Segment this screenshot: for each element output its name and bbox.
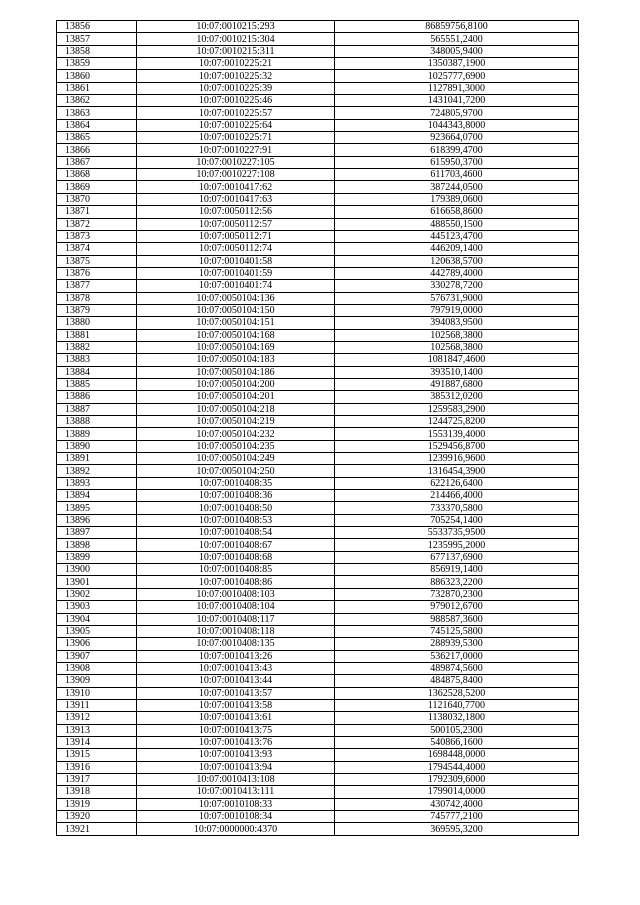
row-number-cell: 13892 [57, 465, 137, 477]
table-row [57, 45, 579, 57]
cadastral-number-cell: 10:07:0010408:54 [137, 527, 335, 539]
cadastral-number-cell: 10:07:0010417:63 [137, 193, 335, 205]
table-row [57, 440, 579, 452]
value-cell: 565551,2400 [335, 33, 579, 45]
table-row [57, 21, 579, 33]
value-cell: 536217,0000 [335, 650, 579, 662]
table-row [57, 724, 579, 736]
table-row [57, 490, 579, 502]
cadastral-number-cell: 10:07:0010413:44 [137, 675, 335, 687]
row-number-cell: 13909 [57, 675, 137, 687]
cadastral-number-cell: 10:07:0050112:74 [137, 243, 335, 255]
row-number-cell: 13867 [57, 156, 137, 168]
cadastral-number-cell: 10:07:0050112:56 [137, 206, 335, 218]
value-cell: 1025777,6900 [335, 70, 579, 82]
value-cell: 797919,0000 [335, 304, 579, 316]
cadastral-number-cell: 10:07:0010408:53 [137, 514, 335, 526]
table-row [57, 712, 579, 724]
cadastral-number-cell: 10:07:0010401:58 [137, 255, 335, 267]
table-row [57, 255, 579, 267]
cadastral-number-cell: 10:07:0050104:249 [137, 453, 335, 465]
table-row [57, 613, 579, 625]
cadastral-number-cell: 10:07:0010227:91 [137, 144, 335, 156]
value-cell: 540866,1600 [335, 736, 579, 748]
row-number-cell: 13871 [57, 206, 137, 218]
row-number-cell: 13889 [57, 428, 137, 440]
value-cell: 745125,5800 [335, 625, 579, 637]
table-row [57, 477, 579, 489]
value-cell: 1799014,0000 [335, 786, 579, 798]
row-number-cell: 13857 [57, 33, 137, 45]
cadastral-number-cell: 10:07:0010413:108 [137, 773, 335, 785]
table-row [57, 119, 579, 131]
row-number-cell: 13899 [57, 551, 137, 563]
cadastral-number-cell: 10:07:0010413:61 [137, 712, 335, 724]
row-number-cell: 13882 [57, 341, 137, 353]
table-row [57, 588, 579, 600]
cadastral-number-cell: 10:07:0010408:50 [137, 502, 335, 514]
value-cell: 1259583,2900 [335, 403, 579, 415]
cadastral-number-cell: 10:07:0010408:86 [137, 576, 335, 588]
row-number-cell: 13908 [57, 662, 137, 674]
cadastral-number-cell: 10:07:0010413:94 [137, 761, 335, 773]
value-cell: 214466,4000 [335, 490, 579, 502]
cadastral-number-cell: 10:07:0050104:183 [137, 354, 335, 366]
cadastral-number-cell: 10:07:0010401:59 [137, 267, 335, 279]
row-number-cell: 13873 [57, 230, 137, 242]
table-row [57, 181, 579, 193]
cadastral-number-cell: 10:07:0010413:111 [137, 786, 335, 798]
table-row [57, 761, 579, 773]
table-row [57, 354, 579, 366]
cadastral-number-cell: 10:07:0010413:93 [137, 749, 335, 761]
table-row [57, 527, 579, 539]
row-number-cell: 13861 [57, 82, 137, 94]
cadastral-number-cell: 10:07:0010215:304 [137, 33, 335, 45]
value-cell: 330278,7200 [335, 280, 579, 292]
row-number-cell: 13888 [57, 416, 137, 428]
value-cell: 576731,9000 [335, 292, 579, 304]
cadastral-number-cell: 10:07:0010408:85 [137, 564, 335, 576]
value-cell: 856919,1400 [335, 564, 579, 576]
value-cell: 369595,3200 [335, 823, 579, 835]
value-cell: 5533735,9500 [335, 527, 579, 539]
cadastral-number-cell: 10:07:0050104:201 [137, 391, 335, 403]
row-number-cell: 13881 [57, 329, 137, 341]
value-cell: 393510,1400 [335, 366, 579, 378]
row-number-cell: 13859 [57, 58, 137, 70]
cadastral-number-cell: 10:07:0010225:46 [137, 95, 335, 107]
value-cell: 442789,4000 [335, 267, 579, 279]
table-row [57, 773, 579, 785]
row-number-cell: 13895 [57, 502, 137, 514]
cadastral-number-cell: 10:07:0050104:136 [137, 292, 335, 304]
table-row [57, 539, 579, 551]
table-row [57, 144, 579, 156]
table-row [57, 416, 579, 428]
value-cell: 1350387,1900 [335, 58, 579, 70]
value-cell: 1244725,8200 [335, 416, 579, 428]
cadastral-number-cell: 10:07:0010413:76 [137, 736, 335, 748]
table-row [57, 428, 579, 440]
row-number-cell: 13921 [57, 823, 137, 835]
cadastral-number-cell: 10:07:0010401:74 [137, 280, 335, 292]
cadastral-number-cell: 10:07:0010413:57 [137, 687, 335, 699]
table-row [57, 169, 579, 181]
row-number-cell: 13919 [57, 798, 137, 810]
cadastral-number-cell: 10:07:0010225:71 [137, 132, 335, 144]
value-cell: 979012,6700 [335, 601, 579, 613]
row-number-cell: 13906 [57, 638, 137, 650]
table-row [57, 502, 579, 514]
table-row [57, 786, 579, 798]
row-number-cell: 13880 [57, 317, 137, 329]
table-row [57, 403, 579, 415]
value-cell: 385312,0200 [335, 391, 579, 403]
value-cell: 1362528,5200 [335, 687, 579, 699]
row-number-cell: 13917 [57, 773, 137, 785]
cadastral-number-cell: 10:07:0010227:108 [137, 169, 335, 181]
table-row [57, 675, 579, 687]
value-cell: 615950,3700 [335, 156, 579, 168]
row-number-cell: 13862 [57, 95, 137, 107]
table-row [57, 514, 579, 526]
value-cell: 733370,5800 [335, 502, 579, 514]
table-row [57, 366, 579, 378]
cadastral-number-cell: 10:07:0050104:169 [137, 341, 335, 353]
row-number-cell: 13866 [57, 144, 137, 156]
value-cell: 430742,4000 [335, 798, 579, 810]
value-cell: 724805,9700 [335, 107, 579, 119]
cadastral-number-cell: 10:07:0010225:21 [137, 58, 335, 70]
value-cell: 923664,0700 [335, 132, 579, 144]
cadastral-number-cell: 10:07:0010408:103 [137, 588, 335, 600]
cadastral-number-cell: 10:07:0050112:71 [137, 230, 335, 242]
row-number-cell: 13863 [57, 107, 137, 119]
row-number-cell: 13884 [57, 366, 137, 378]
value-cell: 705254,1400 [335, 514, 579, 526]
table-row [57, 292, 579, 304]
cadastral-number-cell: 10:07:0010108:33 [137, 798, 335, 810]
row-number-cell: 13913 [57, 724, 137, 736]
value-cell: 1316454,3900 [335, 465, 579, 477]
table-row [57, 798, 579, 810]
cadastral-number-cell: 10:07:0010408:104 [137, 601, 335, 613]
cadastral-number-cell: 10:07:0050104:168 [137, 329, 335, 341]
value-cell: 86859756,8100 [335, 21, 579, 33]
row-number-cell: 13893 [57, 477, 137, 489]
row-number-cell: 13907 [57, 650, 137, 662]
cadastral-number-cell: 10:07:0010215:293 [137, 21, 335, 33]
value-cell: 1529456,8700 [335, 440, 579, 452]
table-row [57, 576, 579, 588]
cadastral-number-cell: 10:07:0010215:311 [137, 45, 335, 57]
cadastral-number-cell: 10:07:0010408:135 [137, 638, 335, 650]
table-row [57, 699, 579, 711]
value-cell: 446209,1400 [335, 243, 579, 255]
row-number-cell: 13864 [57, 119, 137, 131]
cadastral-number-cell: 10:07:0010408:68 [137, 551, 335, 563]
cadastral-number-cell: 10:07:0010413:75 [137, 724, 335, 736]
row-number-cell: 13886 [57, 391, 137, 403]
value-cell: 288939,5300 [335, 638, 579, 650]
row-number-cell: 13905 [57, 625, 137, 637]
table-row [57, 70, 579, 82]
value-cell: 489874,5600 [335, 662, 579, 674]
cadastral-number-cell: 10:07:0050104:235 [137, 440, 335, 452]
cadastral-number-cell: 10:07:0010408:118 [137, 625, 335, 637]
value-cell: 1235995,2000 [335, 539, 579, 551]
row-number-cell: 13875 [57, 255, 137, 267]
row-number-cell: 13901 [57, 576, 137, 588]
value-cell: 622126,6400 [335, 477, 579, 489]
value-cell: 1794544,4000 [335, 761, 579, 773]
cadastral-number-cell: 10:07:0050112:57 [137, 218, 335, 230]
row-number-cell: 13894 [57, 490, 137, 502]
value-cell: 1431041,7200 [335, 95, 579, 107]
value-cell: 618399,4700 [335, 144, 579, 156]
cadastral-number-cell: 10:07:0010408:117 [137, 613, 335, 625]
value-cell: 1239916,9600 [335, 453, 579, 465]
row-number-cell: 13896 [57, 514, 137, 526]
value-cell: 732870,2300 [335, 588, 579, 600]
value-cell: 179389,0600 [335, 193, 579, 205]
table-row [57, 453, 579, 465]
row-number-cell: 13904 [57, 613, 137, 625]
row-number-cell: 13883 [57, 354, 137, 366]
table-row [57, 378, 579, 390]
table-row [57, 304, 579, 316]
row-number-cell: 13900 [57, 564, 137, 576]
value-cell: 102568,3800 [335, 329, 579, 341]
row-number-cell: 13874 [57, 243, 137, 255]
document-page [56, 20, 578, 836]
row-number-cell: 13902 [57, 588, 137, 600]
cadastral-number-cell: 10:07:0050104:219 [137, 416, 335, 428]
value-cell: 445123,4700 [335, 230, 579, 242]
cadastral-number-cell: 10:07:0010413:43 [137, 662, 335, 674]
table-row [57, 107, 579, 119]
table-row [57, 206, 579, 218]
value-cell: 1553139,4000 [335, 428, 579, 440]
value-cell: 491887,6800 [335, 378, 579, 390]
cadastral-number-cell: 10:07:0010108:34 [137, 811, 335, 823]
table-row [57, 33, 579, 45]
cadastral-number-cell: 10:07:0010413:26 [137, 650, 335, 662]
row-number-cell: 13898 [57, 539, 137, 551]
cadastral-number-cell: 10:07:0010408:36 [137, 490, 335, 502]
table-row [57, 95, 579, 107]
table-row [57, 82, 579, 94]
value-cell: 394083,9500 [335, 317, 579, 329]
cadastral-number-cell: 10:07:0010417:62 [137, 181, 335, 193]
row-number-cell: 13887 [57, 403, 137, 415]
row-number-cell: 13860 [57, 70, 137, 82]
value-cell: 611703,4600 [335, 169, 579, 181]
value-cell: 1138032,1800 [335, 712, 579, 724]
table-row [57, 280, 579, 292]
table-row [57, 230, 579, 242]
row-number-cell: 13885 [57, 378, 137, 390]
table-row [57, 156, 579, 168]
row-number-cell: 13876 [57, 267, 137, 279]
cadastral-value-table [56, 20, 579, 836]
value-cell: 988587,3600 [335, 613, 579, 625]
value-cell: 616658,8600 [335, 206, 579, 218]
value-cell: 677137,6900 [335, 551, 579, 563]
cadastral-number-cell: 10:07:0010225:32 [137, 70, 335, 82]
table-row [57, 243, 579, 255]
table-row [57, 218, 579, 230]
value-cell: 484875,8400 [335, 675, 579, 687]
row-number-cell: 13918 [57, 786, 137, 798]
table-row [57, 193, 579, 205]
row-number-cell: 13910 [57, 687, 137, 699]
row-number-cell: 13903 [57, 601, 137, 613]
row-number-cell: 13920 [57, 811, 137, 823]
row-number-cell: 13865 [57, 132, 137, 144]
table-row [57, 391, 579, 403]
table-row [57, 564, 579, 576]
value-cell: 120638,5700 [335, 255, 579, 267]
table-row [57, 687, 579, 699]
table-row [57, 638, 579, 650]
row-number-cell: 13877 [57, 280, 137, 292]
cadastral-number-cell: 10:07:0010225:57 [137, 107, 335, 119]
cadastral-number-cell: 10:07:0010408:35 [137, 477, 335, 489]
cadastral-number-cell: 10:07:0010225:64 [137, 119, 335, 131]
value-cell: 1081847,4600 [335, 354, 579, 366]
cadastral-number-cell: 10:07:0050104:232 [137, 428, 335, 440]
row-number-cell: 13914 [57, 736, 137, 748]
row-number-cell: 13879 [57, 304, 137, 316]
value-cell: 387244,0500 [335, 181, 579, 193]
table-row [57, 267, 579, 279]
value-cell: 745777,2100 [335, 811, 579, 823]
cadastral-number-cell: 10:07:0050104:150 [137, 304, 335, 316]
value-cell: 886323,2200 [335, 576, 579, 588]
row-number-cell: 13868 [57, 169, 137, 181]
table-row [57, 823, 579, 835]
value-cell: 1127891,3000 [335, 82, 579, 94]
value-cell: 1698448,0000 [335, 749, 579, 761]
cadastral-number-cell: 10:07:0000000:4370 [137, 823, 335, 835]
table-row [57, 58, 579, 70]
cadastral-number-cell: 10:07:0050104:218 [137, 403, 335, 415]
row-number-cell: 13869 [57, 181, 137, 193]
table-row [57, 736, 579, 748]
row-number-cell: 13890 [57, 440, 137, 452]
table-row [57, 662, 579, 674]
table-row [57, 650, 579, 662]
value-cell: 500105,2300 [335, 724, 579, 736]
row-number-cell: 13915 [57, 749, 137, 761]
row-number-cell: 13872 [57, 218, 137, 230]
row-number-cell: 13870 [57, 193, 137, 205]
row-number-cell: 13891 [57, 453, 137, 465]
table-row [57, 341, 579, 353]
value-cell: 1792309,6000 [335, 773, 579, 785]
table-row [57, 132, 579, 144]
value-cell: 1044343,8000 [335, 119, 579, 131]
cadastral-number-cell: 10:07:0050104:250 [137, 465, 335, 477]
table-row [57, 601, 579, 613]
table-row [57, 317, 579, 329]
cadastral-number-cell: 10:07:0050104:151 [137, 317, 335, 329]
table-row [57, 625, 579, 637]
value-cell: 348005,9400 [335, 45, 579, 57]
table-row [57, 465, 579, 477]
row-number-cell: 13916 [57, 761, 137, 773]
table-row [57, 749, 579, 761]
cadastral-number-cell: 10:07:0010225:39 [137, 82, 335, 94]
value-cell: 102568,3800 [335, 341, 579, 353]
cadastral-number-cell: 10:07:0010413:58 [137, 699, 335, 711]
cadastral-number-cell: 10:07:0050104:200 [137, 378, 335, 390]
table-row [57, 811, 579, 823]
cadastral-number-cell: 10:07:0010408:67 [137, 539, 335, 551]
row-number-cell: 13911 [57, 699, 137, 711]
table-row [57, 329, 579, 341]
row-number-cell: 13858 [57, 45, 137, 57]
table-body [57, 21, 579, 836]
row-number-cell: 13856 [57, 21, 137, 33]
table-row [57, 551, 579, 563]
row-number-cell: 13912 [57, 712, 137, 724]
cadastral-number-cell: 10:07:0050104:186 [137, 366, 335, 378]
value-cell: 488550,1500 [335, 218, 579, 230]
value-cell: 1121640,7700 [335, 699, 579, 711]
cadastral-number-cell: 10:07:0010227:105 [137, 156, 335, 168]
row-number-cell: 13897 [57, 527, 137, 539]
row-number-cell: 13878 [57, 292, 137, 304]
